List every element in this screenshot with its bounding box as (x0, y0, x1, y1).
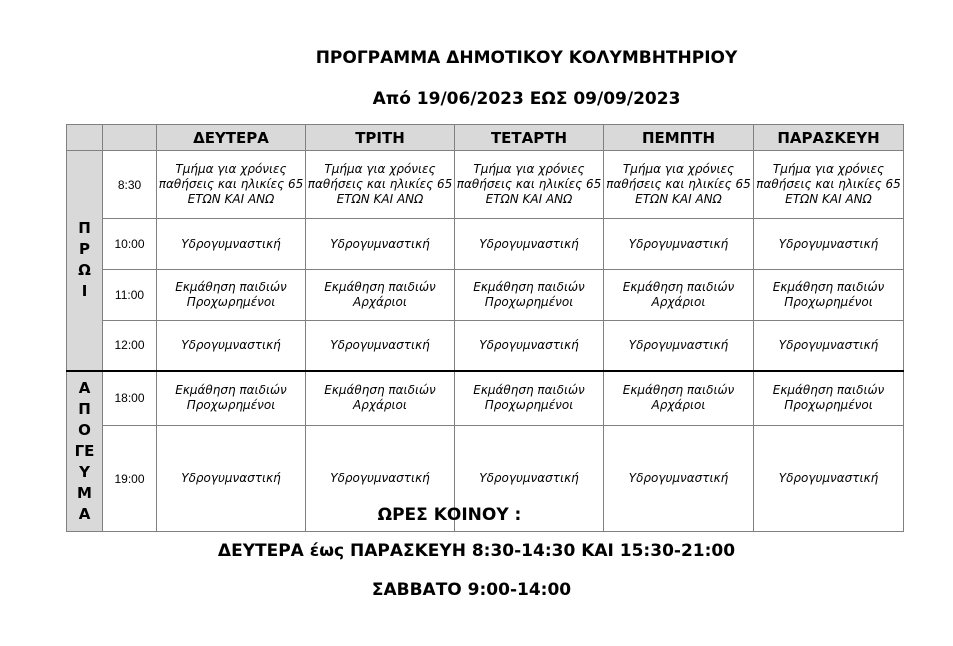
schedule-cell: Υδρογυμναστική (604, 321, 754, 371)
time-cell: 19:00 (103, 426, 157, 532)
schedule-cell: Εκμάθηση παιδιών Προχωρημένοι (754, 371, 904, 426)
table-row (67, 270, 904, 321)
day-header: ΤΕΤΑΡΤΗ (455, 125, 604, 151)
table-row (67, 151, 904, 219)
schedule-cell: Εκμάθηση παιδιών Προχωρημένοι (455, 270, 604, 321)
afternoon-letter: Α (78, 378, 91, 397)
afternoon-letter: ΓΕ (74, 441, 95, 460)
schedule-cell: Εκμάθηση παιδιών Προχωρημένοι (455, 371, 604, 426)
page-title: ΠΡΟΓΡΑΜΜΑ ΔΗΜΟΤΙΚΟΥ ΚΟΛΥΜΒΗΤΗΡΙΟΥ (315, 48, 738, 68)
schedule-cell: Εκμάθηση παιδιών Αρχάριοι (306, 371, 455, 426)
morning-letter: Π (78, 219, 91, 238)
day-header: ΤΡΙΤΗ (306, 125, 455, 151)
schedule-cell: Υδρογυμναστική (754, 426, 904, 532)
schedule-table (66, 124, 904, 532)
afternoon-letter: Π (78, 399, 91, 418)
schedule-cell: Υδρογυμναστική (455, 219, 604, 270)
afternoon-letter: Υ (79, 462, 90, 481)
time-cell: 18:00 (103, 371, 157, 426)
days-header-row (67, 125, 904, 151)
time-cell: 10:00 (103, 219, 157, 270)
date-range: Από 19/06/2023 ΕΩΣ 09/09/2023 (372, 89, 681, 109)
morning-label (67, 151, 103, 371)
schedule-cell: Εκμάθηση παιδιών Προχωρημένοι (754, 270, 904, 321)
schedule-cell: Υδρογυμναστική (306, 321, 455, 371)
schedule-cell: Υδρογυμναστική (754, 219, 904, 270)
schedule-cell: Υδρογυμναστική (157, 426, 306, 532)
morning-letter: Ι (81, 282, 88, 301)
afternoon-label (67, 371, 103, 532)
schedule-cell: Υδρογυμναστική (306, 426, 455, 532)
schedule-cell: Τμήμα για χρόνιες παθήσεις και ηλικίες 65 ΕΤΩΝ ΚΑΙ ΑΝΩ (157, 151, 306, 219)
morning-letter: Ω (78, 261, 91, 280)
table-row (67, 219, 904, 270)
schedule-cell: Εκμάθηση παιδιών Αρχάριοι (306, 270, 455, 321)
schedule-cell: Εκμάθηση παιδιών Προχωρημένοι (157, 371, 306, 426)
time-cell: 11:00 (103, 270, 157, 321)
schedule-cell: Υδρογυμναστική (455, 321, 604, 371)
schedule-cell: Τμήμα για χρόνιες παθήσεις και ηλικίες 65 ΕΤΩΝ ΚΑΙ ΑΝΩ (604, 151, 754, 219)
schedule-cell: Υδρογυμναστική (157, 219, 306, 270)
day-header: ΠΕΜΠΤΗ (604, 125, 754, 151)
afternoon-letter: Ο (78, 420, 91, 439)
table-row (67, 321, 904, 371)
schedule-cell: Εκμάθηση παιδιών Προχωρημένοι (157, 270, 306, 321)
period-header-corner (67, 125, 103, 151)
afternoon-letter: Α (78, 504, 91, 523)
common-hours-title: ΩΡΕΣ ΚΟΙΝΟΥ : (377, 505, 522, 525)
day-header: ΔΕΥΤΕΡΑ (157, 125, 306, 151)
schedule-cell: Υδρογυμναστική (754, 321, 904, 371)
schedule-cell: Υδρογυμναστική (306, 219, 455, 270)
afternoon-letter: Μ (77, 483, 92, 502)
weekday-hours: ΔΕΥΤΕΡΑ έως ΠΑΡΑΣΚΕΥΗ 8:30-14:30 ΚΑΙ 15:30-21:00 (217, 541, 736, 561)
schedule-cell: Τμήμα για χρόνιες παθήσεις και ηλικίες 65 ΕΤΩΝ ΚΑΙ ΑΝΩ (455, 151, 604, 219)
table-row (67, 371, 904, 426)
schedule-cell: Εκμάθηση παιδιών Αρχάριοι (604, 371, 754, 426)
time-cell: 8:30 (103, 151, 157, 219)
time-header-corner (103, 125, 157, 151)
saturday-hours: ΣΑΒΒΑΤΟ 9:00-14:00 (371, 580, 572, 600)
schedule-cell: Τμήμα για χρόνιες παθήσεις και ηλικίες 65 ΕΤΩΝ ΚΑΙ ΑΝΩ (754, 151, 904, 219)
schedule-cell: Υδρογυμναστική (604, 426, 754, 532)
schedule-cell: Υδρογυμναστική (604, 219, 754, 270)
schedule-cell: Υδρογυμναστική (157, 321, 306, 371)
morning-letter: Ρ (79, 240, 90, 259)
schedule-cell: Τμήμα για χρόνιες παθήσεις και ηλικίες 65 ΕΤΩΝ ΚΑΙ ΑΝΩ (306, 151, 455, 219)
day-header: ΠΑΡΑΣΚΕΥΗ (754, 125, 904, 151)
schedule-cell: Υδρογυμναστική (455, 426, 604, 532)
schedule-cell: Εκμάθηση παιδιών Αρχάριοι (604, 270, 754, 321)
time-cell: 12:00 (103, 321, 157, 371)
